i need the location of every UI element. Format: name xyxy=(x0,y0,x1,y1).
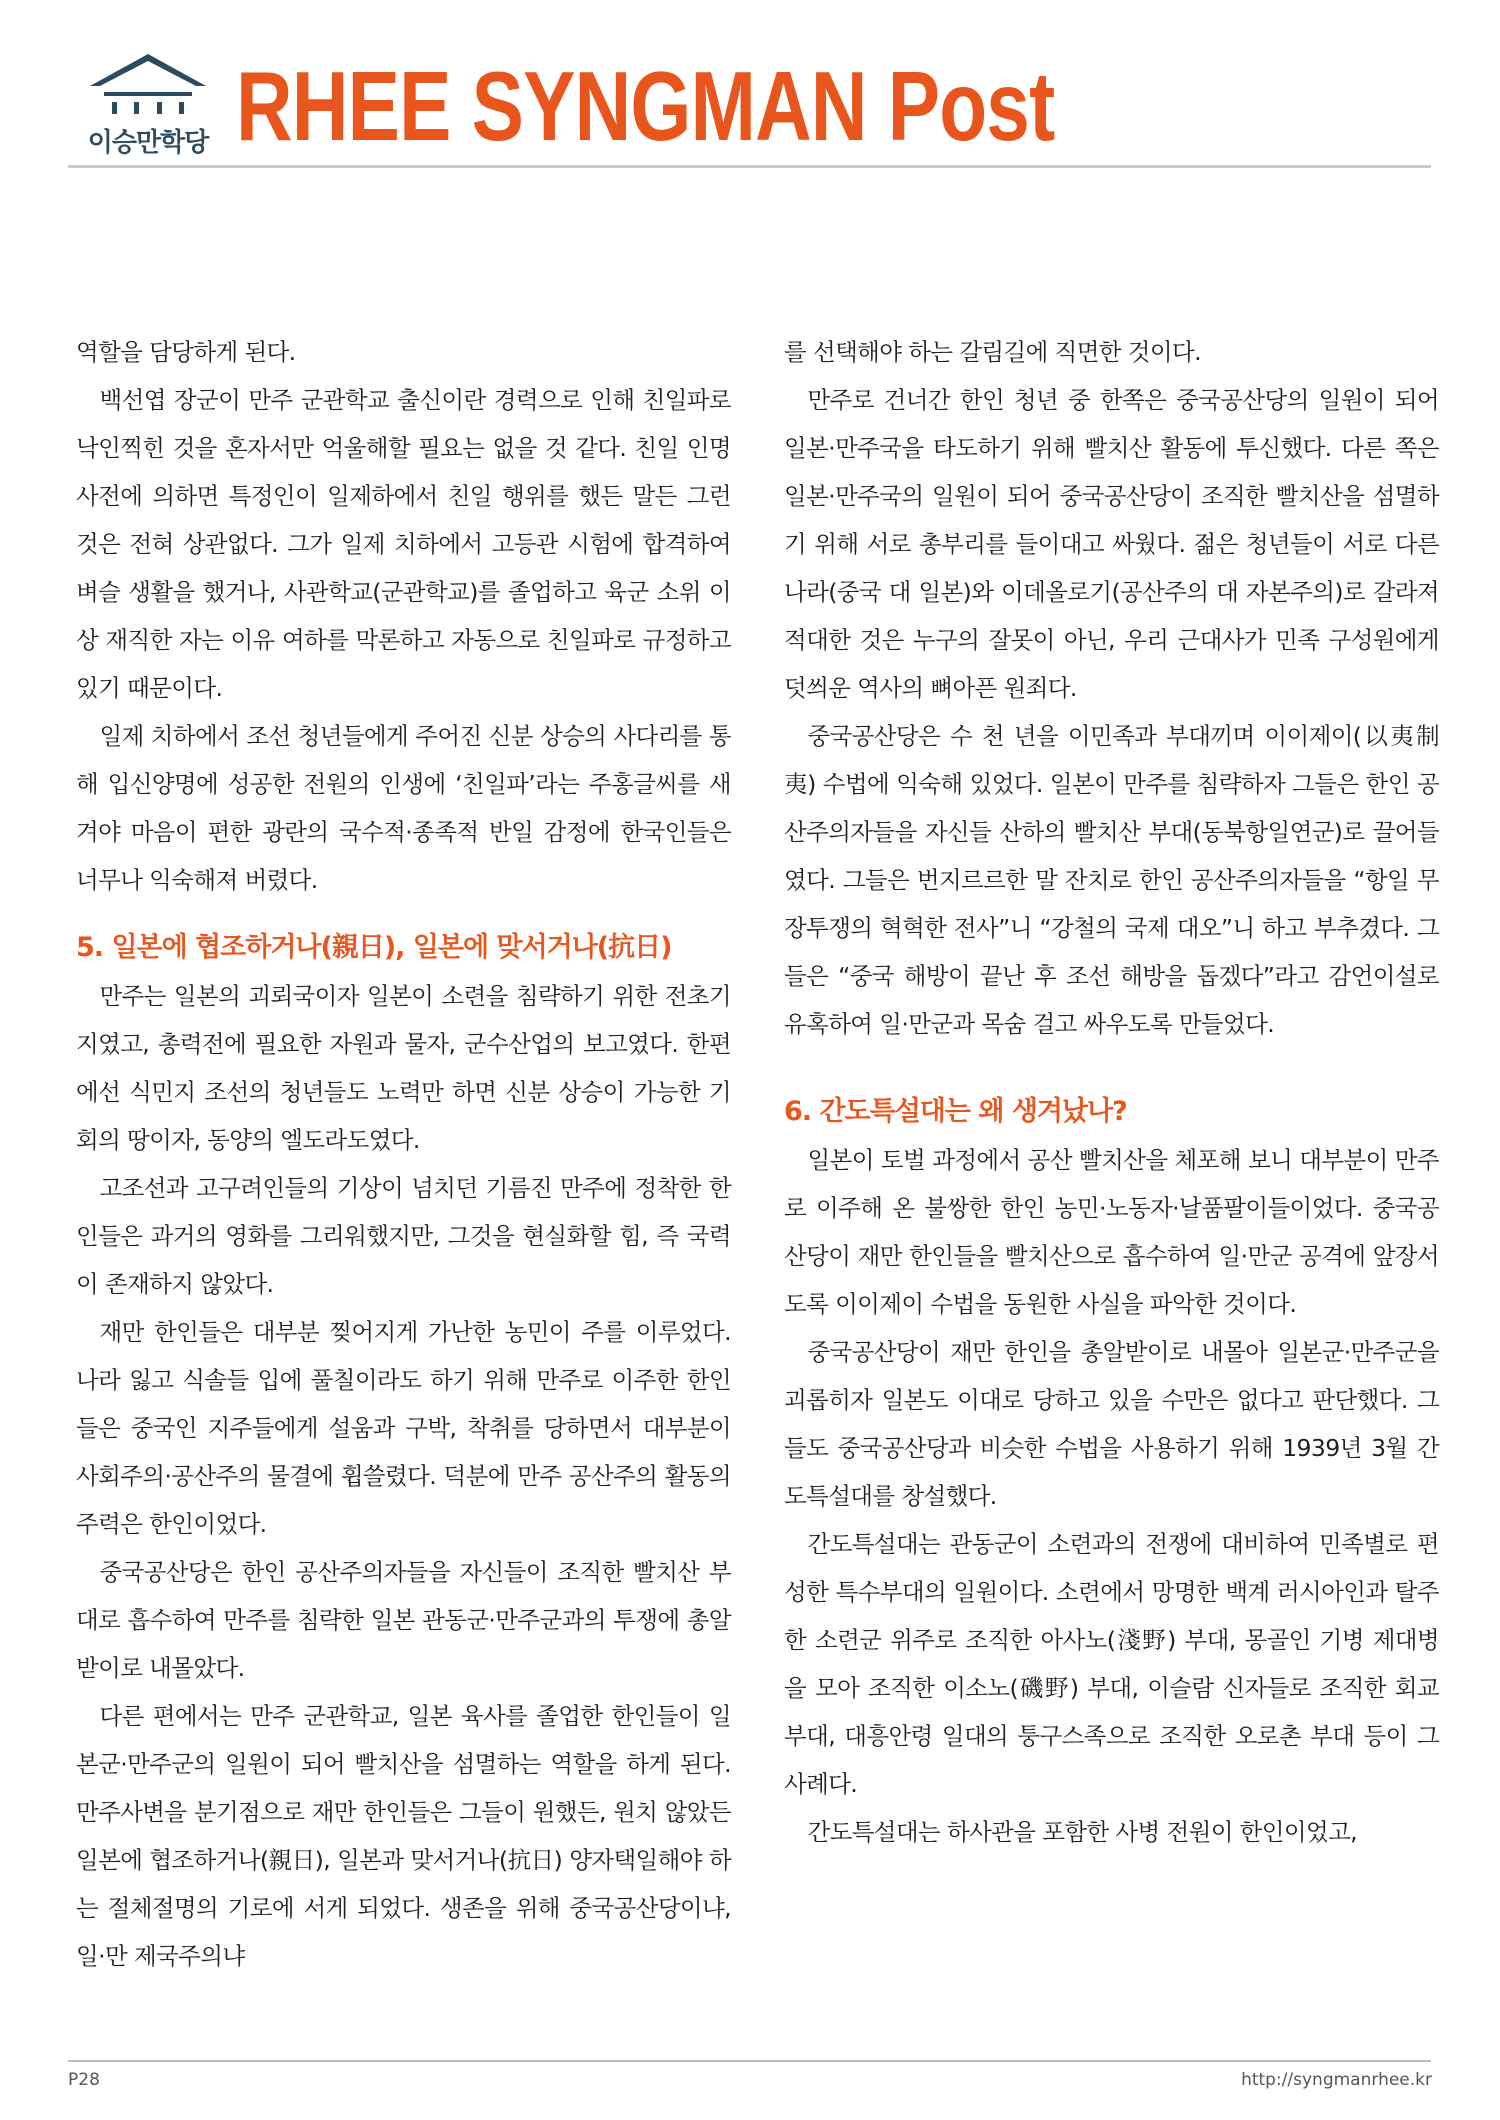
paragraph: 일제 치하에서 조선 청년들에게 주어진 신분 상승의 사다리를 통해 입신양명에 성공한 전원의 인생에 ‘친일파’라는 주홍글씨를 새겨야 마음이 편한 광란의 국수적·종족적 반일 감정에 한국인들은 너무나 익숙해져 버렸다. xyxy=(76,722,731,894)
paragraph: 백선엽 장군이 만주 군관학교 출신이란 경력으로 인해 친일파로 낙인찍힌 것을 혼자서만 억울해할 필요는 없을 것 같다. 친일 인명사전에 의하면 특정인이 일제하에서 친일 행위를 했든 말든 그런 것은 전혀 상관없다. 그가 일제 치하에서 고등관 시험에 합격하여 벼슬 생활을 했거나, 사관학교(군관학교)를 졸업하고 육군 소위 이상 재직한 자는 이유 여하를 막론하고 자동으로 친일파로 규정하고 있기 때문이다. xyxy=(76,386,731,702)
publication-title: RHEE SYNGMAN Post xyxy=(236,51,1055,161)
logo-text: 이승만학당 xyxy=(87,128,209,158)
section-heading: 6. 간도특설대는 왜 생겨났나? xyxy=(784,1096,1127,1127)
paragraph: 중국공산당이 재만 한인을 총알받이로 내몰아 일본군·만주군을 괴롭히자 일본도 이대로 당하고 있을 수만은 없다고 판단했다. 그들도 중국공산당과 비슷한 수법을 사용하기 위해 1939년 3월 간도특설대를 창설했다. xyxy=(784,1338,1439,1510)
page-number: P28 xyxy=(68,2070,100,2090)
paragraph: 고조선과 고구려인들의 기상이 넘치던 기름진 만주에 정착한 한인들은 과거의 영화를 그리워했지만, 그것을 현실화할 힘, 즉 국력이 존재하지 않았다. xyxy=(76,1174,731,1298)
paragraph: 만주로 건너간 한인 청년 중 한쪽은 중국공산당의 일원이 되어 일본·만주국을 타도하기 위해 빨치산 활동에 투신했다. 다른 쪽은 일본·만주국의 일원이 되어 중국공산당이 조직한 빨치산을 섬멸하기 위해 서로 총부리를 들이대고 싸웠다. 젊은 청년들이 서로 다른 나라(중국 대 일본)와 이데올로기(공산주의 대 자본주의)로 갈라져 적대한 것은 누구의 잘못이 아닌, 우리 근대사가 민족 구성원에게 덧씌운 역사의 뼈아픈 원죄다. xyxy=(784,386,1439,702)
right-column xyxy=(784,328,1439,1856)
logo xyxy=(68,52,228,158)
header-divider xyxy=(68,165,1431,168)
footer-url[interactable]: http://syngmanrhee.kr xyxy=(1241,2070,1432,2090)
paragraph: 를 선택해야 하는 갈림길에 직면한 것이다. xyxy=(784,338,1201,366)
house-icon xyxy=(86,52,210,120)
paragraph: 간도특설대는 관동군이 소련과의 전쟁에 대비하여 민족별로 편성한 특수부대의 일원이다. 소련에서 망명한 백계 러시아인과 탈주한 소련군 위주로 조직한 아사노(淺野) 부대, 몽골인 기병 제대병을 모아 조직한 이소노(磯野) 부대, 이슬람 신자들로 조직한 회교 부대, 대흥안령 일대의 퉁구스족으로 조직한 오로촌 부대 등이 그 사례다. xyxy=(784,1530,1439,1798)
paragraph: 만주는 일본의 괴뢰국이자 일본이 소련을 침략하기 위한 전초기지였고, 총력전에 필요한 자원과 물자, 군수산업의 보고였다. 한편에선 식민지 조선의 청년들도 노력만 하면 신분 상승이 가능한 기회의 땅이자, 동양의 엘도라도였다. xyxy=(76,982,731,1154)
footer-divider xyxy=(68,2060,1431,2062)
paragraph: 재만 한인들은 대부분 찢어지게 가난한 농민이 주를 이루었다. 나라 잃고 식솔들 입에 풀칠이라도 하기 위해 만주로 이주한 한인들은 중국인 지주들에게 설움과 구박, 착취를 당하면서 대부분이 사회주의·공산주의 물결에 휩쓸렸다. 덕분에 만주 공산주의 활동의 주력은 한인이었다. xyxy=(76,1318,731,1538)
paragraph: 일본이 토벌 과정에서 공산 빨치산을 체포해 보니 대부분이 만주로 이주해 온 불쌍한 한인 농민·노동자·날품팔이들이었다. 중국공산당이 재만 한인들을 빨치산으로 흡수하여 일·만군 공격에 앞장서도록 이이제이 수법을 동원한 사실을 파악한 것이다. xyxy=(784,1146,1439,1318)
paragraph: 간도특설대는 하사관을 포함한 사병 전원이 한인이었고, xyxy=(807,1818,1358,1846)
paragraph: 중국공산당은 수 천 년을 이민족과 부대끼며 이이제이(以夷制夷) 수법에 익숙해 있었다. 일본이 만주를 침략하자 그들은 한인 공산주의자들을 자신들 산하의 빨치산 부대(동북항일연군)로 끌어들였다. 그들은 번지르르한 말 잔치로 한인 공산주의자들을 “항일 무장투쟁의 혁혁한 전사”니 “강철의 국제 대오”니 하고 부추겼다. 그들은 “중국 해방이 끝난 후 조선 해방을 돕겠다”라고 감언이설로 유혹하여 일·만군과 목숨 걸고 싸우도록 만들었다. xyxy=(784,722,1439,1038)
section-heading: 5. 일본에 협조하거나(親日), 일본에 맞서거나(抗日) xyxy=(76,932,672,963)
left-column xyxy=(76,328,731,1980)
paragraph: 역할을 담당하게 된다. xyxy=(76,338,296,366)
paragraph: 중국공산당은 한인 공산주의자들을 자신들이 조직한 빨치산 부대로 흡수하여 만주를 침략한 일본 관동군·만주군과의 투쟁에 총알받이로 내몰았다. xyxy=(76,1558,731,1682)
paragraph: 다른 편에서는 만주 군관학교, 일본 육사를 졸업한 한인들이 일본군·만주군의 일원이 되어 빨치산을 섬멸하는 역할을 하게 된다. 만주사변을 분기점으로 재만 한인들은 그들이 원했든, 원치 않았든 일본에 협조하거나(親日), 일본과 맞서거나(抗日) 양자택일해야 하는 절체절명의 기로에 서게 되었다. 생존을 위해 중국공산당이냐, 일·만 제국주의냐 xyxy=(76,1702,731,1970)
